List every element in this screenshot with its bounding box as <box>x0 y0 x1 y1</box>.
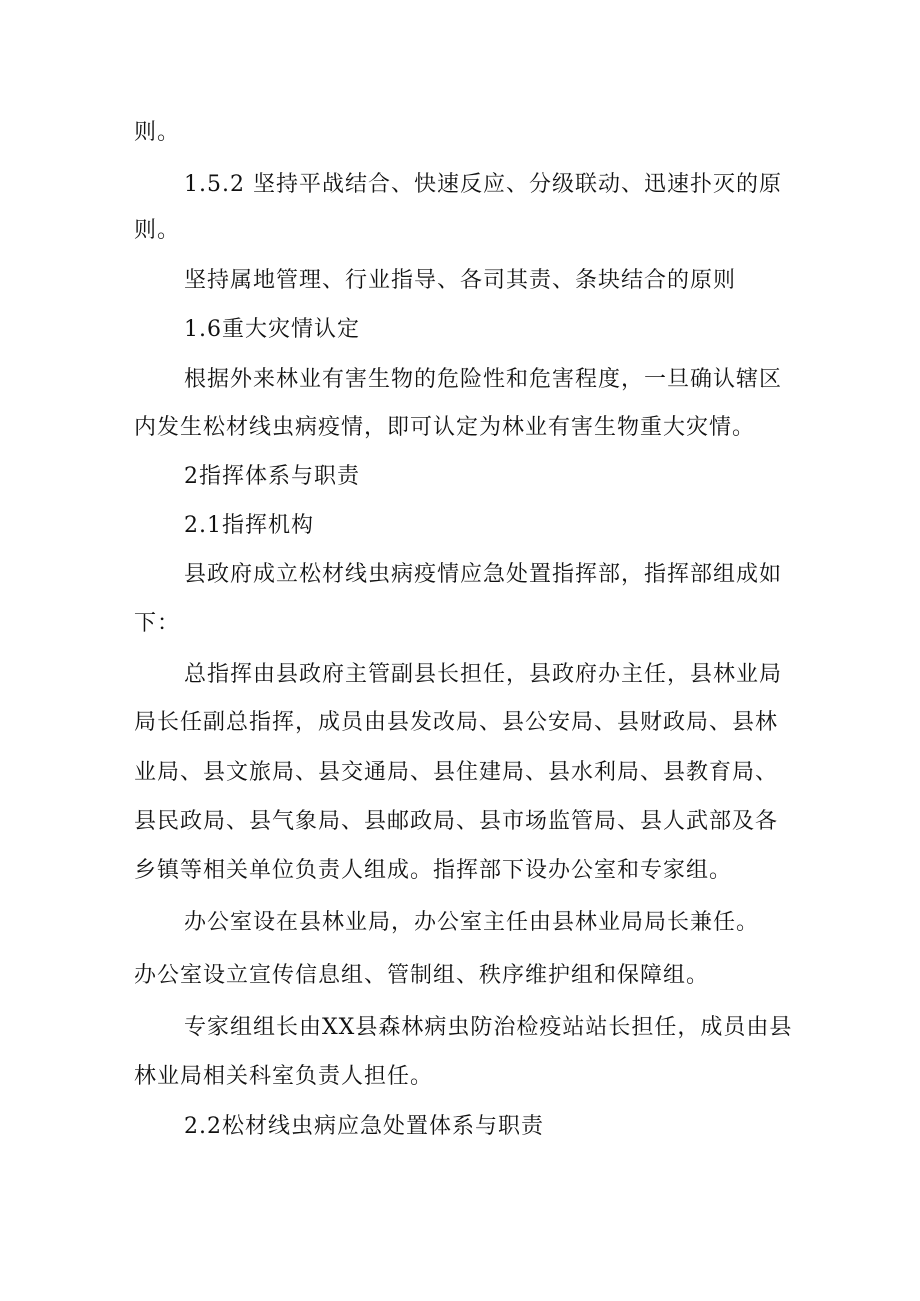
text-line: 县政府成立松材线虫病疫情应急处置指挥部，指挥部组成如 <box>184 562 783 587</box>
text-line: 根据外来林业有害生物的危险性和危害程度，一旦确认辖区 <box>184 367 783 392</box>
text-line: 办公室设立宣传信息组、管制组、秩序维护组和保障组。 <box>134 963 710 988</box>
text-line: 局长任副总指挥，成员由县发改局、县公安局、县财政局、县林 <box>134 710 779 735</box>
text-line: 下： <box>134 611 181 636</box>
text-line: 总指挥由县政府主管副县长担任，县政府办主任，县林业局 <box>184 662 783 687</box>
text-line: 办公室设在县林业局，办公室主任由县林业局局长兼任。 <box>184 910 760 935</box>
section-heading: 2.1指挥机构 <box>184 513 314 538</box>
text-line: 县民政局、县气象局、县邮政局、县市场监管局、县人武部及各 <box>134 809 779 834</box>
text-line: 业局、县文旅局、县交通局、县住建局、县水利局、县教育局、 <box>134 760 779 785</box>
text-line: 乡镇等相关单位负责人组成。指挥部下设办公室和专家组。 <box>134 858 733 883</box>
text-line: 专家组组长由XX县森林病虫防治检疫站站长担任，成员由县 <box>184 1015 793 1040</box>
text-line: 则。 <box>134 120 181 145</box>
text-line: 内发生松材线虫病疫情，即可认定为林业有害生物重大灾情。 <box>134 415 756 440</box>
text-line: 林业局相关科室负责人担任。 <box>134 1064 434 1089</box>
text-line: 1.5.2 坚持平战结合、快速反应、分级联动、迅速扑灭的原 <box>184 172 782 197</box>
text-line: 坚持属地管理、行业指导、各司其责、条块结合的原则 <box>184 268 737 293</box>
section-heading: 2指挥体系与职责 <box>184 464 360 489</box>
text-line: 则。 <box>134 218 181 243</box>
section-heading: 2.2松材线虫病应急处置体系与职责 <box>184 1114 544 1139</box>
section-heading: 1.6重大灾情认定 <box>184 317 360 342</box>
